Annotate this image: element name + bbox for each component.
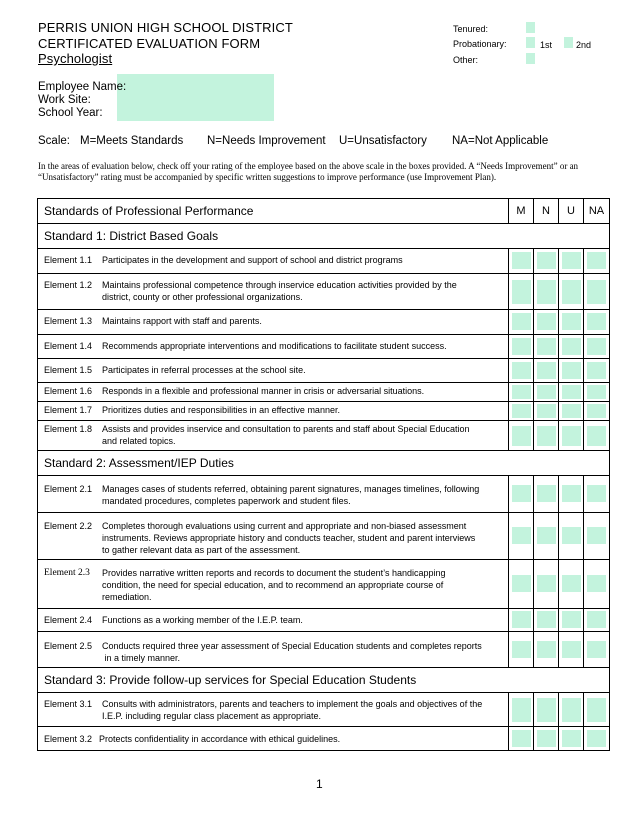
rating-na-checkbox[interactable] [587, 404, 606, 418]
table-row [38, 383, 610, 402]
element-text: Functions as a working member of the I.E.P. team. [102, 615, 303, 625]
table-row [38, 476, 610, 513]
element-text-line: Provides narrative written reports and records to document the student’s handicapping [102, 568, 446, 578]
rating-m-checkbox[interactable] [512, 362, 531, 379]
table-row [38, 402, 610, 421]
rating-n-checkbox[interactable] [537, 641, 556, 658]
rating-n-checkbox[interactable] [537, 698, 556, 722]
rating-n-checkbox[interactable] [537, 527, 556, 544]
scale-not-applicable: NA=Not Applicable [452, 135, 549, 147]
element-label: Element 1.6 [44, 386, 93, 396]
position-title: Psychologist [38, 51, 113, 66]
element-label: Element 2.1 [44, 484, 93, 494]
rating-na-checkbox[interactable] [587, 485, 606, 502]
rating-na-checkbox[interactable] [587, 338, 606, 355]
rating-m-checkbox[interactable] [512, 313, 531, 330]
rating-n-checkbox[interactable] [537, 404, 556, 418]
rating-m-checkbox[interactable] [512, 730, 531, 747]
evaluation-table [37, 198, 610, 751]
work-site-label: Work Site: [38, 94, 91, 106]
element-label: Element 3.2 [44, 734, 93, 744]
rating-m-checkbox[interactable] [512, 252, 531, 269]
school-year-label: School Year: [38, 107, 103, 119]
rating-na-checkbox[interactable] [587, 527, 606, 544]
standard-row [38, 668, 610, 693]
rating-u-checkbox[interactable] [562, 252, 581, 269]
table-row [38, 359, 610, 383]
rating-na-checkbox[interactable] [587, 362, 606, 379]
rating-m-checkbox[interactable] [512, 485, 531, 502]
table-row [38, 310, 610, 335]
probationary-1st-checkbox[interactable] [526, 37, 535, 48]
rating-na-checkbox[interactable] [587, 730, 606, 747]
form-title: CERTIFICATED EVALUATION FORM [38, 36, 261, 51]
element-text: Participates in the development and support of school and district programs [102, 255, 403, 265]
rating-u-checkbox[interactable] [562, 641, 581, 658]
scale-unsatisfactory: U=Unsatisfactory [339, 135, 427, 147]
rating-u-checkbox[interactable] [562, 338, 581, 355]
table-row [38, 560, 610, 609]
scale-meets: M=Meets Standards [80, 135, 184, 147]
col-header-n: N [534, 199, 559, 224]
element-text: Maintains rapport with staff and parents. [102, 316, 262, 326]
probationary-label: Probationary: [453, 39, 507, 49]
probationary-1st-label: 1st [540, 40, 553, 50]
element-label: Element 1.8 [44, 424, 93, 434]
table-row [38, 727, 610, 751]
table-title: Standards of Professional Performance [38, 199, 509, 224]
employee-info-input[interactable] [117, 74, 274, 121]
employee-name-label: Employee Name: [38, 81, 127, 93]
rating-m-checkbox[interactable] [512, 426, 531, 446]
rating-n-checkbox[interactable] [537, 730, 556, 747]
rating-m-checkbox[interactable] [512, 575, 531, 592]
rating-u-checkbox[interactable] [562, 404, 581, 418]
tenured-checkbox[interactable] [526, 22, 535, 33]
rating-n-checkbox[interactable] [537, 426, 556, 446]
element-label: Element 2.3 [44, 568, 90, 578]
element-text: Prioritizes duties and responsibilities in an effective manner. [102, 405, 340, 415]
element-text-line: district, county or other professional organizations. [102, 292, 303, 302]
table-row [38, 632, 610, 668]
probationary-2nd-label: 2nd [576, 40, 592, 50]
rating-n-checkbox[interactable] [537, 611, 556, 628]
rating-n-checkbox[interactable] [537, 338, 556, 355]
col-header-u: U [559, 199, 584, 224]
element-label: Element 2.5 [44, 641, 93, 651]
rating-u-checkbox[interactable] [562, 698, 581, 722]
rating-na-checkbox[interactable] [587, 611, 606, 628]
element-text: Participates in referral processes at the school site. [102, 365, 306, 375]
element-text: Protects confidentiality in accordance with ethical guidelines. [99, 734, 341, 744]
element-text-line: Assists and provides inservice and consultation to parents and staff about Special Education [102, 424, 470, 434]
element-text-line: in a timely manner. [102, 653, 181, 663]
element-text-line: and related topics. [102, 436, 176, 446]
table-row [38, 335, 610, 359]
scale-needs-improvement: N=Needs Improvement [207, 135, 326, 147]
element-label: Element 1.2 [44, 280, 93, 290]
rating-u-checkbox[interactable] [562, 426, 581, 446]
rating-u-checkbox[interactable] [562, 611, 581, 628]
rating-u-checkbox[interactable] [562, 385, 581, 399]
table-row [38, 249, 610, 274]
element-text-line: condition, the need for special education, and to recommend an appropriate course of [102, 580, 444, 590]
element-label: Element 1.5 [44, 365, 93, 375]
element-label: Element 2.4 [44, 615, 93, 625]
tenured-label: Tenured: [453, 24, 489, 34]
rating-na-checkbox[interactable] [587, 280, 606, 304]
rating-na-checkbox[interactable] [587, 252, 606, 269]
rating-n-checkbox[interactable] [537, 313, 556, 330]
element-label: Element 1.4 [44, 341, 93, 351]
element-text-line: to gather relevant data as part of the assessment. [102, 545, 301, 555]
element-label: Element 1.3 [44, 316, 93, 326]
col-header-m: M [509, 199, 534, 224]
rating-n-checkbox[interactable] [537, 385, 556, 399]
rating-n-checkbox[interactable] [537, 575, 556, 592]
rating-m-checkbox[interactable] [512, 338, 531, 355]
rating-m-checkbox[interactable] [512, 385, 531, 399]
element-label: Element 2.2 [44, 521, 93, 531]
rating-m-checkbox[interactable] [512, 611, 531, 628]
rating-m-checkbox[interactable] [512, 527, 531, 544]
rating-u-checkbox[interactable] [562, 485, 581, 502]
rating-na-checkbox[interactable] [587, 313, 606, 330]
scale-label: Scale: [38, 135, 70, 147]
rating-n-checkbox[interactable] [537, 362, 556, 379]
rating-na-checkbox[interactable] [587, 426, 606, 446]
rating-m-checkbox[interactable] [512, 698, 531, 722]
rating-u-checkbox[interactable] [562, 362, 581, 379]
rating-n-checkbox[interactable] [537, 252, 556, 269]
rating-u-checkbox[interactable] [562, 575, 581, 592]
element-text-line: Maintains professional competence through inservice education activities provided by the [102, 280, 457, 290]
instructions-line-1: In the areas of evaluation below, check off your rating of the employee based on the above scale in the boxes provided. A “Needs Improvement” or an [38, 161, 579, 171]
table-header-row [38, 199, 610, 224]
district-name: PERRIS UNION HIGH SCHOOL DISTRICT [38, 20, 293, 35]
element-text-line: remediation. [102, 592, 152, 602]
rating-m-checkbox[interactable] [512, 641, 531, 658]
rating-n-checkbox[interactable] [537, 485, 556, 502]
element-text-line: I.E.P. including regular class placement as appropriate. [102, 711, 321, 721]
element-text: Recommends appropriate interventions and modifications to facilitate student success. [102, 341, 447, 351]
instructions-line-2: “Unsatisfactory” rating must be accompanied by specific written suggestions to improve performance (use Improvement Plan). [38, 172, 497, 182]
rating-n-checkbox[interactable] [537, 280, 556, 304]
element-label: Element 3.1 [44, 699, 93, 709]
rating-na-checkbox[interactable] [587, 641, 606, 658]
element-text-line: Conducts required three year assessment of Special Education students and completes reports [102, 641, 482, 651]
standard-row [38, 451, 610, 476]
probationary-2nd-checkbox[interactable] [564, 37, 573, 48]
page-number: 1 [316, 777, 323, 791]
table-row [38, 609, 610, 632]
rating-na-checkbox[interactable] [587, 698, 606, 722]
table-row [38, 274, 610, 310]
rating-u-checkbox[interactable] [562, 730, 581, 747]
element-text: Responds in a flexible and professional manner in crisis or adversarial situations. [102, 386, 425, 396]
element-text-line: Manages cases of students referred, obtaining parent signatures, manages timelines, following [102, 484, 480, 494]
standard-row [38, 224, 610, 249]
rating-u-checkbox[interactable] [562, 527, 581, 544]
standard-2-title: Standard 2: Assessment/IEP Duties [38, 451, 610, 476]
element-text-line: Consults with administrators, parents and teachers to implement the goals and objectives of the [102, 699, 483, 709]
table-row [38, 421, 610, 451]
rating-m-checkbox[interactable] [512, 280, 531, 304]
col-header-na: NA [584, 199, 610, 224]
rating-u-checkbox[interactable] [562, 313, 581, 330]
standard-1-title: Standard 1: District Based Goals [38, 224, 610, 249]
element-text-line: instruments. Reviews appropriate history and conducts teacher, student and parent interviews [102, 533, 476, 543]
standard-3-title: Standard 3: Provide follow-up services for Special Education Students [38, 668, 610, 693]
rating-u-checkbox[interactable] [562, 280, 581, 304]
rating-na-checkbox[interactable] [587, 385, 606, 399]
other-label: Other: [453, 55, 479, 65]
rating-na-checkbox[interactable] [587, 575, 606, 592]
element-text-line: Completes thorough evaluations using current and appropriate and non-biased assessment [102, 521, 467, 531]
other-checkbox[interactable] [526, 53, 535, 64]
element-text-line: mandated procedures, completes paperwork and student files. [102, 496, 351, 506]
element-label: Element 1.1 [44, 255, 93, 265]
element-label: Element 1.7 [44, 405, 93, 415]
table-row [38, 693, 610, 727]
table-row [38, 513, 610, 560]
rating-m-checkbox[interactable] [512, 404, 531, 418]
